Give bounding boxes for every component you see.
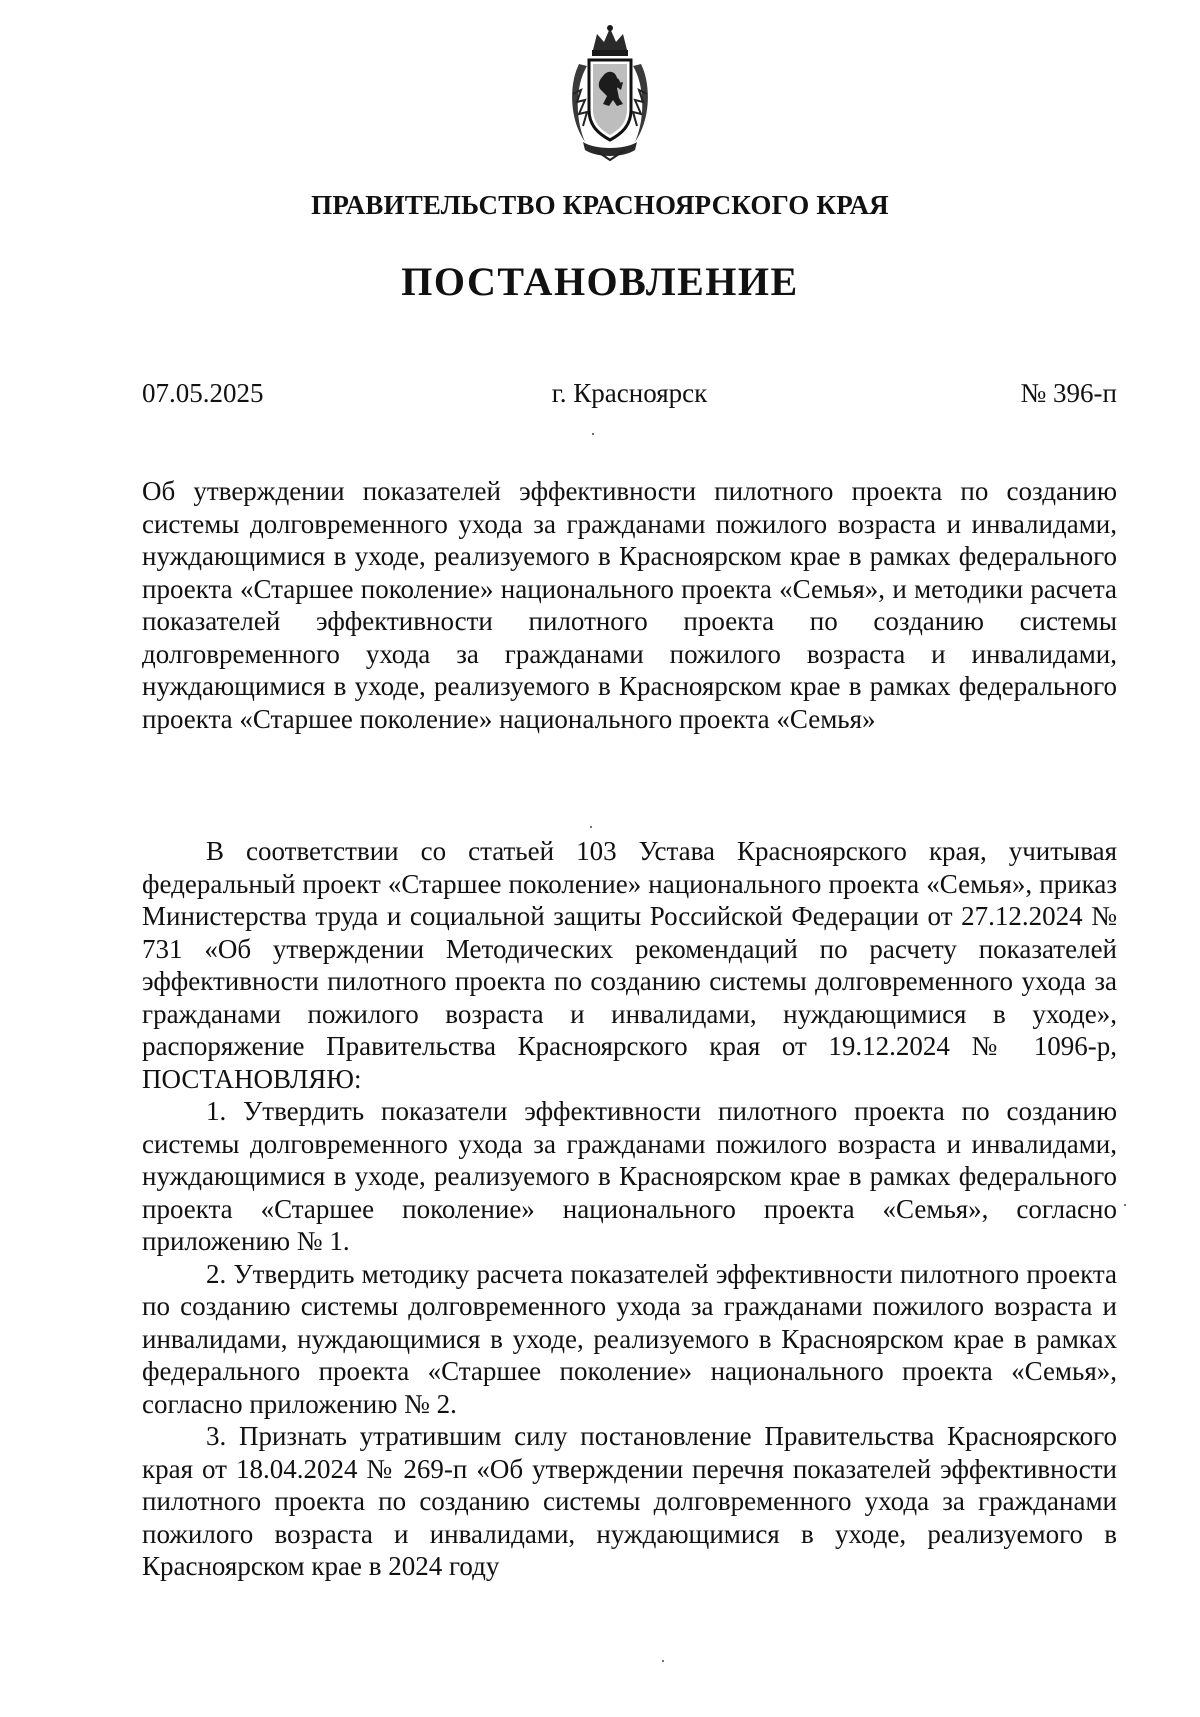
document-subject: Об утверждении показателей эффективности пилотного проекта по созданию системы долговременного ухода за гражданами пожилого возраста и инвалидами, нуждающимися в уходе, реализуемого в Красноярском крае в рамках федерального проекта «Старшее поколение» национального проекта «Семья», и методики расчета показателей эффективности пилотного проекта по созданию системы долговременного ухода за гражданами пожилого возраста и инвалидами, нуждающимися в уходе, реализуемого в Красноярском крае в рамках федерального проекта «Старшее поколение» национального проекта «Семья» <box>142 476 1117 734</box>
document-date: 07.05.2025 <box>142 378 264 408</box>
scan-speck <box>1124 1204 1126 1206</box>
resolution-item-2: 2. Утвердить методику расчета показателей эффективности пилотного проекта по созданию системы долговременного ухода за гражданами пожилого возраста и инвалидами, нуждающимися в уходе, реализуемого в Красноярском крае в рамках федерального проекта «Старшее поколение» национального проекта «Семья», согласно приложению № 2. <box>142 1258 1117 1419</box>
document-number: № 396-п <box>1020 378 1117 408</box>
organization-title: ПРАВИТЕЛЬСТВО КРАСНОЯРСКОГО КРАЯ <box>311 190 889 220</box>
scan-speck <box>592 433 594 435</box>
krasnoyarsk-coat-of-arms-icon <box>565 24 655 162</box>
resolution-item-1: 1. Утвердить показатели эффективности пилотного проекта по созданию системы долговременного ухода за гражданами пожилого возраста и инвалидами, нуждающимися в уходе, реализуемого в Красноярском крае в рамках федерального проекта «Старшее поколение» национального проекта «Семья», согласно приложению № 1. <box>142 1096 1117 1256</box>
scan-speck <box>590 826 592 828</box>
scan-speck <box>662 1660 664 1662</box>
preamble-paragraph: В соответствии со статьей 103 Устава Красноярского края, учитывая федеральный проект «Старшее поколение» национального проекта «Семья», приказ Министерства труда и социальной защиты Российской Федерации от 27.12.2024 № 731 «Об утверждении Методических рекомендаций по расчету показателей эффективности пилотного проекта по созданию системы долговременного ухода за гражданами пожилого возраста и инвалидами, нуждающимися в уходе», распоряжение Правительства Красноярского края от 19.12.2024 № 1096-р, ПОСТАНОВЛЯЮ: <box>142 836 1117 1094</box>
document-city: г. Красноярск <box>551 378 708 408</box>
document-body <box>142 835 1117 1583</box>
resolution-item-3: 3. Признать утратившим силу постановление Правительства Красноярского края от 18.04.2024 № 269-п «Об утверждении перечня показателей эффективности пилотного проекта по созданию системы долговременного ухода за гражданами пожилого возраста и инвалидами, нуждающимися в уходе, реализуемого в Красноярском крае в 2024 году <box>142 1421 1117 1581</box>
document-type-title: ПОСТАНОВЛЕНИЕ <box>401 259 799 304</box>
